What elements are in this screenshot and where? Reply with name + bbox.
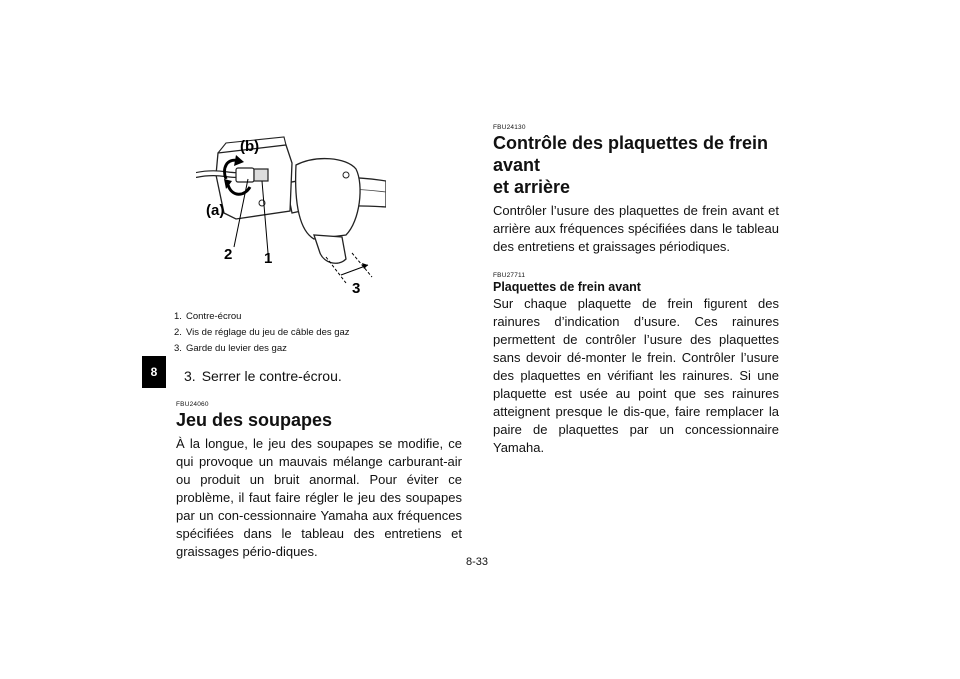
subsection-code: FBU27711 — [493, 272, 526, 279]
page-number: 8-33 — [466, 556, 489, 568]
throttle-diagram — [196, 135, 386, 295]
legend-item: 2. Vis de réglage du jeu de câble des gaz — [174, 327, 350, 338]
legend-item: 1. Contre-écrou — [174, 311, 242, 322]
throttle-cable-inner — [196, 173, 236, 175]
section-body: À la longue, le jeu des soupapes se modifie, ce qui provoque un mauvais mélange carburant-air ou produit un bruit anormal. Pour éviter ce problème, il faut faire régler le jeu des soupapes par un con-cessionnaire Yamaha aux fréquences spécifiées dans le tableau des entretiens et graissages pério-diques. — [176, 436, 462, 559]
locknut — [254, 169, 268, 181]
brake-pads-section — [493, 124, 779, 457]
section-title: Jeu des soupapes — [176, 410, 333, 430]
section-code: FBU24060 — [176, 401, 209, 408]
callout-a: (a) — [206, 202, 225, 219]
valve-clearance-section — [176, 401, 462, 561]
callout-3: 3 — [352, 280, 361, 295]
subsection-title: Plaquettes de frein avant — [493, 280, 641, 294]
instruction-step — [184, 368, 342, 384]
step-text: Serrer le contre-écrou. — [201, 368, 342, 384]
subsection-body: Sur chaque plaquette de frein figurent des rainures d’indication d’usure. Ces rainures permettent de contrôler l’usure des plaquettes sans devoir dé-monter le frein. Contrôler l’usure des plaquettes en vérifiant les rainures. Si une plaquette est usée au point que ses rainures atteignent presque le dis-que, faire remplacer la paire de plaquettes par un concessionnaire Yamaha. — [493, 296, 779, 455]
step-number: 3. — [184, 368, 196, 384]
callout-b: (b) — [240, 138, 260, 155]
legend-item: 3. Garde du levier des gaz — [174, 343, 287, 354]
freeplay-line-b — [352, 253, 372, 277]
section-body: Contrôler l’usure des plaquettes de frein avant et arrière aux fréquences spécifiées dans le tableau des entretiens et graissages périodiques. — [493, 203, 779, 254]
throttle-illustration — [196, 135, 386, 295]
callout-2: 2 — [224, 246, 233, 263]
section-code: FBU24130 — [493, 124, 526, 131]
throttle-lever — [314, 235, 346, 263]
adjuster-bolt — [236, 168, 254, 182]
figure-legend — [174, 309, 350, 357]
chapter-tab: 8 — [142, 356, 166, 388]
callout-1: 1 — [264, 250, 273, 267]
section-title: Contrôle des plaquettes de frein avant et arrière — [493, 133, 769, 197]
throttle-body — [296, 159, 360, 239]
